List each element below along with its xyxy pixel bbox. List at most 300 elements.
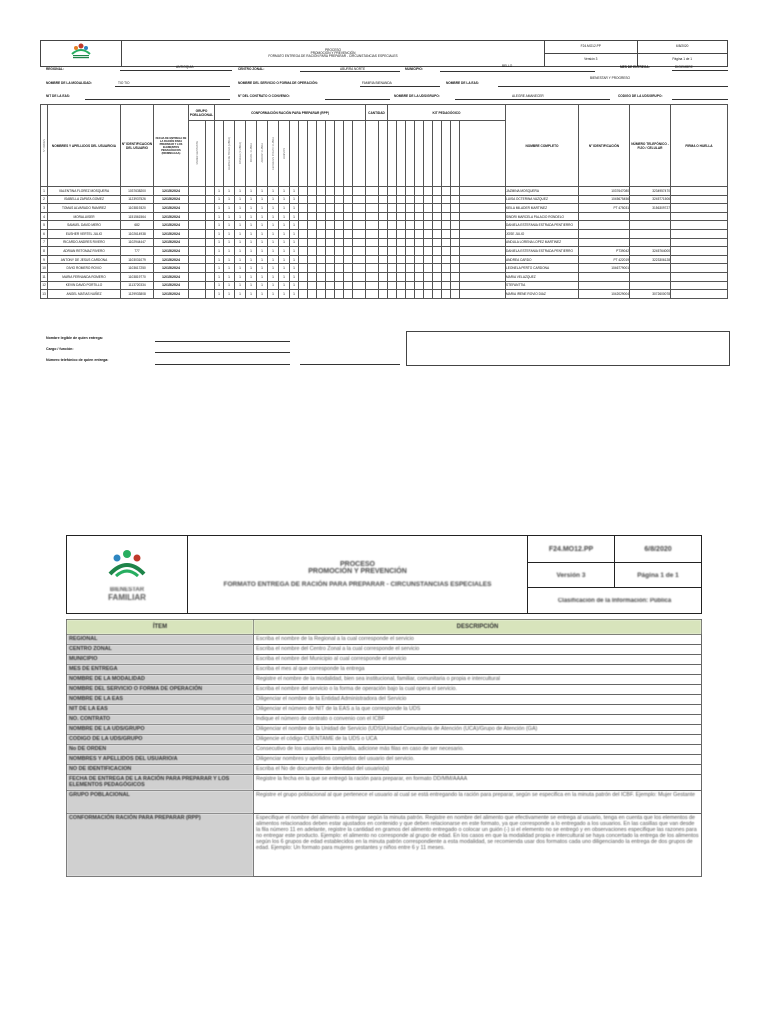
- col-item: ÍTEM: [67, 620, 254, 635]
- doc-clasificacion: Clasificación de la Información: Pública: [528, 588, 702, 614]
- rpp-cell: 1: [257, 187, 268, 196]
- kit-cell: [388, 247, 397, 256]
- kit-cell: [433, 264, 442, 273]
- row-firma: [671, 212, 728, 221]
- header-line2: PROMOCIÓN Y PREVENCIÓN: [310, 50, 356, 55]
- mes-entrega-label: MES DE ENTREGA:: [620, 65, 650, 69]
- item-description: Consecutivo de los usuarios en la planilla, adicione más filas en caso de ser necesario.: [254, 745, 702, 755]
- rpp-cell: [317, 272, 326, 281]
- rpp-cell: [317, 247, 326, 256]
- grupo-cell: [189, 195, 206, 204]
- kit-cell: [451, 212, 460, 221]
- kit-cell: [442, 212, 451, 221]
- item-description: Diligenciar el número de NIT de la EAS a la que corresponde la UDS: [254, 705, 702, 715]
- rpp-cell: [299, 195, 308, 204]
- kit-cell: [460, 290, 506, 299]
- row-name: TOMAS ALVARADO RAMIREZ: [48, 204, 121, 213]
- cantidad-cell: [379, 264, 388, 273]
- cantidad-cell: [366, 229, 379, 238]
- header-code: F24.MO12.PP: [545, 41, 638, 54]
- rpp-cell: 1: [224, 238, 235, 247]
- kit-cell: [424, 272, 433, 281]
- rpp-cell: [326, 247, 335, 256]
- rpp-cell: 1: [235, 187, 246, 196]
- rpp-cell: 1: [257, 238, 268, 247]
- row-date: 12/15/2024: [154, 264, 189, 273]
- rpp-cell: 1: [279, 238, 290, 247]
- kit-cell: [451, 204, 460, 213]
- rpp-cell: [299, 238, 308, 247]
- description-row: [67, 715, 702, 725]
- rpp-cell: 1: [268, 221, 279, 230]
- rpp-cell: 1: [290, 221, 299, 230]
- row-id: 1103617250: [121, 264, 154, 273]
- description-row: [67, 695, 702, 705]
- kit-cell: [397, 212, 406, 221]
- rpp-cell: [326, 281, 335, 290]
- rpp-cell: [308, 212, 317, 221]
- rpp-cell: [308, 290, 317, 299]
- rpp-cell: [344, 238, 353, 247]
- grupo-cell: [189, 212, 206, 221]
- col-conformacion: CONFORMACIÓN RACIÓN PARA PREPARAR (RPP): [215, 105, 366, 121]
- kit-cell: [397, 238, 406, 247]
- kit-cell: [397, 290, 406, 299]
- cantidad-cell: [379, 187, 388, 196]
- rpp-cell: 1: [235, 221, 246, 230]
- kit-cell: [415, 272, 424, 281]
- col-kit: KIT PEDAGÓGICO: [388, 105, 506, 121]
- rpp-cell: [326, 195, 335, 204]
- row-name: MORALUISER: [48, 212, 121, 221]
- rpp-cell: [335, 229, 344, 238]
- description-row: [67, 655, 702, 665]
- kit-cell: [433, 290, 442, 299]
- row-guardian-id: PT39042: [579, 247, 630, 256]
- item-description: Diligenciar nombres y apellidos completos del usuario del servicio.: [254, 755, 702, 765]
- row-phone: [630, 238, 671, 247]
- cantidad-cell: [379, 229, 388, 238]
- description-row: [67, 645, 702, 655]
- kit-cell: [442, 195, 451, 204]
- rpp-cell: [299, 204, 308, 213]
- rpp-cell: 1: [215, 264, 224, 273]
- kit-cell: [451, 290, 460, 299]
- kit-cell: [397, 255, 406, 264]
- rpp-cell: [299, 255, 308, 264]
- cantidad-cell: [366, 272, 379, 281]
- kit-cell: [451, 229, 460, 238]
- rpp-cell: 1: [268, 204, 279, 213]
- item-name: CONFORMACIÓN RACIÓN PARA PREPARAR (RPP): [67, 814, 254, 877]
- rpp-cell: 1: [279, 247, 290, 256]
- nit-label: NIT DE LA EAS:: [46, 94, 70, 98]
- row-phone: 3245764000: [630, 247, 671, 256]
- rpp-cell: 1: [215, 281, 224, 290]
- rpp-cell: [299, 272, 308, 281]
- rpp-cell: 1: [215, 272, 224, 281]
- rpp-cell: [299, 264, 308, 273]
- row-firma: [671, 238, 728, 247]
- kit-cell: [388, 281, 397, 290]
- cantidad-cell: [379, 212, 388, 221]
- rpp-cell: 1: [257, 290, 268, 299]
- row-guardian: JOSE JULIO: [506, 229, 579, 238]
- rpp-cell: [317, 264, 326, 273]
- grupo-cell: [189, 247, 206, 256]
- rpp-cell: [317, 290, 326, 299]
- kit-cell: [415, 264, 424, 273]
- rpp-cell: [326, 272, 335, 281]
- grupo-cell: [206, 281, 215, 290]
- grupo-cell: [189, 264, 206, 273]
- grupo-cell: [206, 204, 215, 213]
- row-date: 12/15/2024: [154, 272, 189, 281]
- row-name: ISABELLA ZAPATA GOMEZ: [48, 195, 121, 204]
- rpp-cell: 1: [235, 290, 246, 299]
- cantidad-cell: [366, 238, 379, 247]
- rpp-cell: 1: [224, 247, 235, 256]
- rpp-cell: [308, 247, 317, 256]
- rpp-cell: 1: [246, 264, 257, 273]
- row-number: 1: [41, 187, 48, 196]
- kit-cell: [451, 247, 460, 256]
- rpp-cell: 1: [268, 247, 279, 256]
- cantidad-cell: [366, 247, 379, 256]
- rpp-cell: 1: [246, 195, 257, 204]
- servicio-value: FAMIRIA BIENANDA: [362, 81, 392, 85]
- grupo-cell: [206, 212, 215, 221]
- cantidad-cell: [366, 255, 379, 264]
- vert-label-5: LECHE EN POLVO 1 LIBRA: [271, 136, 275, 170]
- row-name: ADRIAN RETOMAZ RIVERO: [48, 247, 121, 256]
- kit-cell: [397, 204, 406, 213]
- item-description: Diligenciar el nombre de la Entidad Administradora del Servicio: [254, 695, 702, 705]
- table-row: [41, 221, 728, 230]
- vert-label-3: FRIJOL 1 LIBRA: [249, 143, 253, 163]
- rpp-cell: 1: [235, 247, 246, 256]
- rpp-cell: 1: [268, 212, 279, 221]
- kit-cell: [388, 204, 397, 213]
- row-id: 1103819320: [121, 204, 154, 213]
- rpp-cell: [335, 290, 344, 299]
- rpp-cell: [317, 204, 326, 213]
- row-phone: 3234957470: [630, 187, 671, 196]
- rpp-cell: 1: [257, 212, 268, 221]
- rpp-cell: [317, 187, 326, 196]
- kit-cell: [460, 281, 506, 290]
- row-guardian: KEILA MILADER MARTINEZ: [506, 204, 579, 213]
- table-row: [41, 229, 728, 238]
- kit-cell: [406, 229, 415, 238]
- rpp-cell: [308, 229, 317, 238]
- row-phone: [630, 281, 671, 290]
- row-date: 12/15/2024: [154, 247, 189, 256]
- description-row: [67, 675, 702, 685]
- centro-zonal-label: CENTRO ZONAL:: [238, 67, 265, 71]
- kit-cell: [406, 247, 415, 256]
- row-date: 12/15/2024: [154, 238, 189, 247]
- rpp-cell: 1: [257, 229, 268, 238]
- rpp-cell: [353, 221, 366, 230]
- cantidad-cell: [379, 195, 388, 204]
- rpp-cell: 1: [246, 221, 257, 230]
- row-guardian-id: PT 422019: [579, 255, 630, 264]
- rpp-cell: 1: [268, 255, 279, 264]
- rpp-cell: 1: [224, 204, 235, 213]
- rpp-cell: 1: [257, 221, 268, 230]
- rpp-cell: 1: [279, 187, 290, 196]
- kit-cell: [424, 264, 433, 273]
- eas-value: BIENESTAR Y PROGRESO: [590, 76, 631, 80]
- kit-cell: [397, 247, 406, 256]
- item-name: NOMBRES Y APELLIDOS DEL USUARIO/A: [67, 755, 254, 765]
- kit-cell: [406, 204, 415, 213]
- grupo-cell: [206, 187, 215, 196]
- cantidad-cell: [379, 290, 388, 299]
- kit-cell: [406, 238, 415, 247]
- rpp-cell: [317, 221, 326, 230]
- item-name: MES DE ENTREGA: [67, 665, 254, 675]
- kit-cell: [406, 272, 415, 281]
- rpp-cell: 1: [235, 264, 246, 273]
- grupo-cell: [189, 290, 206, 299]
- rpp-cell: [344, 229, 353, 238]
- row-number: 7: [41, 238, 48, 247]
- description-table: [66, 619, 702, 877]
- header-title-cell: [122, 41, 545, 67]
- rpp-cell: [326, 229, 335, 238]
- row-phone: [630, 212, 671, 221]
- kit-cell: [442, 238, 451, 247]
- row-guardian: MARIA VELAZQUEZ: [506, 272, 579, 281]
- item-name: REGIONAL: [67, 635, 254, 645]
- kit-cell: [397, 187, 406, 196]
- table-row: [41, 264, 728, 273]
- rpp-cell: 1: [257, 272, 268, 281]
- row-firma: [671, 281, 728, 290]
- kit-cell: [460, 247, 506, 256]
- cantidad-cell: [379, 247, 388, 256]
- rpp-cell: 1: [224, 290, 235, 299]
- rpp-cell: [335, 238, 344, 247]
- rpp-cell: 1: [215, 290, 224, 299]
- row-id: 1151561564: [121, 212, 154, 221]
- description-row: [67, 665, 702, 675]
- rpp-cell: 1: [235, 255, 246, 264]
- rpp-cell: 1: [246, 229, 257, 238]
- rpp-cell: [353, 204, 366, 213]
- kit-cell: [424, 290, 433, 299]
- kit-cell: [451, 272, 460, 281]
- rpp-cell: 1: [246, 238, 257, 247]
- rpp-cell: 1: [224, 187, 235, 196]
- kit-cell: [397, 221, 406, 230]
- item-description: Escriba el nombre del Municipio al cual corresponde el servicio: [254, 655, 702, 665]
- kit-cell: [433, 195, 442, 204]
- item-name: GRUPO POBLACIONAL: [67, 791, 254, 814]
- kit-cell: [388, 255, 397, 264]
- rpp-cell: 1: [215, 195, 224, 204]
- kit-cell: [424, 204, 433, 213]
- rpp-cell: 1: [268, 290, 279, 299]
- kit-cell: [415, 187, 424, 196]
- rpp-cell: [317, 212, 326, 221]
- rpp-cell: [335, 255, 344, 264]
- kit-cell: [388, 229, 397, 238]
- kit-cell: [406, 187, 415, 196]
- item-description: Escriba el nombre del Centro Zonal a la cual corresponde el servicio: [254, 645, 702, 655]
- row-firma: [671, 221, 728, 230]
- cantidad-cell: [366, 264, 379, 273]
- cantidad-cell: [379, 238, 388, 247]
- rpp-cell: 1: [215, 204, 224, 213]
- item-name: NO DE IDENTIFICACION: [67, 765, 254, 775]
- rpp-cell: 1: [279, 212, 290, 221]
- row-guardian-id: [579, 212, 630, 221]
- row-guardian: DANIELA ESTEFANIA ESTRADA PENTIERRO: [506, 221, 579, 230]
- kit-cell: [388, 272, 397, 281]
- rpp-cell: 1: [268, 272, 279, 281]
- header-page: Página 1 de 1: [637, 54, 727, 67]
- kit-cell: [415, 247, 424, 256]
- kit-cell: [433, 272, 442, 281]
- item-name: NOMBRE DE LA MODALIDAD: [67, 675, 254, 685]
- grupo-cell: [206, 238, 215, 247]
- kit-cell: [460, 187, 506, 196]
- rpp-cell: [308, 221, 317, 230]
- rpp-cell: [335, 272, 344, 281]
- col-grupo: GRUPO POBLACIONAL: [189, 105, 215, 121]
- regional-label: REGIONAL:: [46, 67, 64, 71]
- rpp-cell: [308, 281, 317, 290]
- grupo-cell: [206, 247, 215, 256]
- eas-label: NOMBRE DE LA EAS:: [446, 81, 479, 85]
- kit-cell: [406, 221, 415, 230]
- col-telefono: NÚMERO TELEFÓNICO - FIJO / CELULAR: [630, 105, 671, 187]
- rpp-cell: 1: [279, 290, 290, 299]
- rpp-cell: [299, 247, 308, 256]
- kit-cell: [460, 238, 506, 247]
- description-body: [67, 635, 702, 877]
- row-number: 9: [41, 255, 48, 264]
- rpp-cell: 1: [290, 229, 299, 238]
- kit-cell: [397, 229, 406, 238]
- rpp-cell: 1: [290, 187, 299, 196]
- row-date: 12/15/2024: [154, 221, 189, 230]
- kit-cell: [397, 281, 406, 290]
- kit-cell: [442, 255, 451, 264]
- row-number: 5: [41, 221, 48, 230]
- rpp-cell: 1: [246, 247, 257, 256]
- kit-cell: [388, 290, 397, 299]
- grupo-cell: [206, 264, 215, 273]
- kit-cell: [406, 281, 415, 290]
- kit-cell: [388, 221, 397, 230]
- rpp-cell: [335, 221, 344, 230]
- rpp-cell: 1: [224, 195, 235, 204]
- rpp-cell: [353, 290, 366, 299]
- row-number: 8: [41, 247, 48, 256]
- item-description: Registre la fecha en la que se entregó la ración para preparar, en formato DD/MM/AAAA: [254, 775, 702, 791]
- rpp-cell: [326, 204, 335, 213]
- row-phone: [630, 264, 671, 273]
- table-row: [41, 187, 728, 196]
- row-id: 1102944447: [121, 238, 154, 247]
- rpp-cell: [326, 187, 335, 196]
- item-name: NO. CONTRATO: [67, 715, 254, 725]
- rpp-cell: 1: [290, 255, 299, 264]
- kit-cell: [451, 195, 460, 204]
- row-guardian: LEONELA PERTO CARDONA: [506, 264, 579, 273]
- row-guardian-id: 1045675456: [579, 195, 630, 204]
- header-line1: PROCESO: [325, 47, 341, 52]
- rpp-cell: [308, 272, 317, 281]
- kit-cell: [424, 238, 433, 247]
- row-id: 1103819770: [121, 272, 154, 281]
- col-descripcion: DESCRIPCIÓN: [254, 620, 702, 635]
- row-firma: [671, 204, 728, 213]
- item-name: No DE ORDEN: [67, 745, 254, 755]
- rpp-cell: 1: [290, 290, 299, 299]
- row-number: 2: [41, 195, 48, 204]
- rpp-cell: [344, 272, 353, 281]
- item-description: Diligenciar el nombre de la Unidad de Servicio (UDS)/Unidad Comunitaria de Atención (UCA)/Grupo de Atención (GA): [254, 725, 702, 735]
- row-guardian-id: 1042029004: [579, 290, 630, 299]
- description-row: [67, 685, 702, 695]
- unidad-label: NOMBRE DE LA UDS/GRUPO:: [394, 94, 440, 98]
- col-firma: FIRMA O HUELLA: [671, 105, 728, 187]
- row-guardian: ANDULA LORENA LOPEZ MARTINEZ: [506, 238, 579, 247]
- rpp-cell: [344, 290, 353, 299]
- rpp-cell: [335, 264, 344, 273]
- header-date: 6/8/2020: [637, 41, 727, 54]
- kit-cell: [415, 238, 424, 247]
- cantidad-cell: [366, 221, 379, 230]
- row-phone: [630, 229, 671, 238]
- rpp-cell: [299, 187, 308, 196]
- col-nombres: NOMBRES Y APELLIDOS DEL USUARIO/A: [48, 105, 121, 187]
- rpp-cell: 1: [290, 195, 299, 204]
- col-cantidad: CANTIDAD: [366, 105, 388, 121]
- row-date: 12/15/2024: [154, 255, 189, 264]
- bienestar-logo-icon: [68, 42, 94, 60]
- rpp-cell: 1: [257, 247, 268, 256]
- rpp-cell: 1: [246, 212, 257, 221]
- doc-formato: FORMATO ENTREGA DE RACIÓN PARA PREPARAR - CIRCUNSTANCIAS ESPECIALES: [223, 581, 492, 588]
- row-name: ANGEL MATIAS NUÑEZ: [48, 290, 121, 299]
- row-guardian: LUISA OCTERINA VAZQUEZ: [506, 195, 579, 204]
- rpp-cell: 1: [268, 229, 279, 238]
- row-firma: [671, 255, 728, 264]
- item-description: Escriba el mes al que corresponde la entrega: [254, 665, 702, 675]
- row-name: SAMUEL DAVID MERO: [48, 221, 121, 230]
- kit-cell: [415, 281, 424, 290]
- kit-cell: [442, 290, 451, 299]
- rpp-cell: [299, 212, 308, 221]
- row-guardian-id: [579, 281, 630, 290]
- row-id: 777: [121, 247, 154, 256]
- kit-cell: [388, 264, 397, 273]
- kit-cell: [424, 195, 433, 204]
- rpp-cell: 1: [290, 281, 299, 290]
- kit-cell: [424, 221, 433, 230]
- kit-cell: [433, 229, 442, 238]
- item-name: CODIGO DE LA UDS/GRUPO: [67, 735, 254, 745]
- row-date: 12/15/2024: [154, 195, 189, 204]
- row-id: 1113720334: [121, 281, 154, 290]
- rpp-cell: 1: [224, 264, 235, 273]
